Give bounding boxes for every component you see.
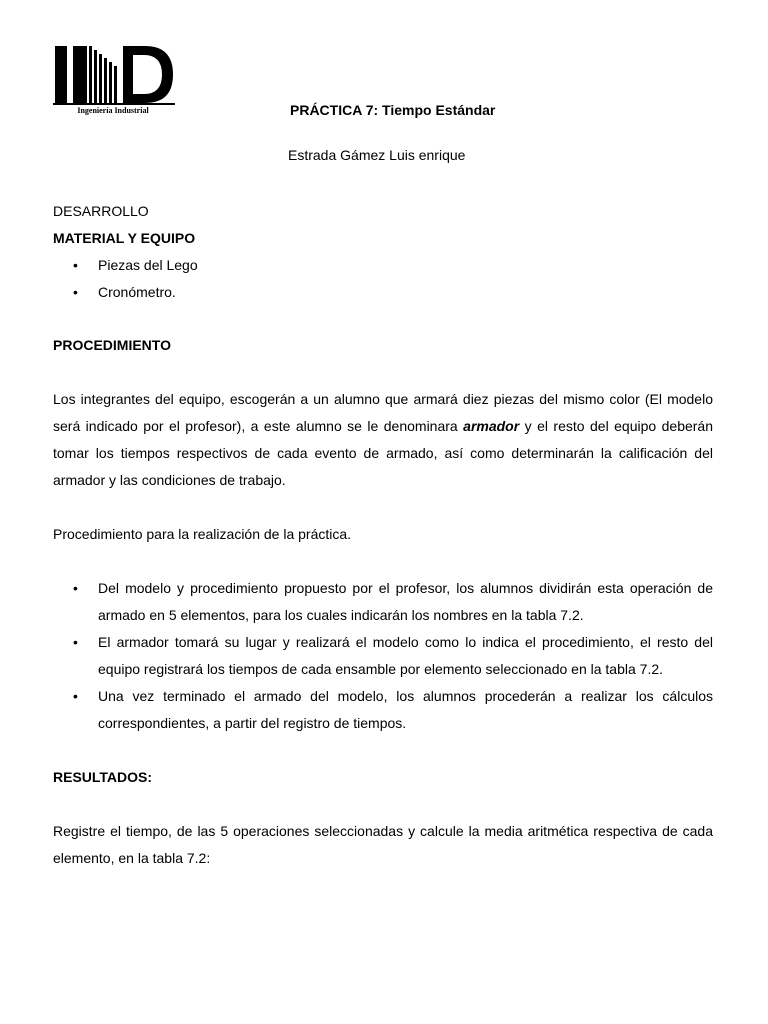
list-item: • Cronómetro.	[98, 279, 713, 306]
procedimiento-heading: PROCEDIMIENTO	[53, 337, 171, 353]
logo	[53, 44, 177, 118]
material-heading: MATERIAL Y EQUIPO	[53, 230, 196, 246]
emphasis-armador: armador	[463, 418, 520, 434]
author-name: Estrada Gámez Luis enrique	[288, 147, 466, 163]
bullet-icon: •	[73, 688, 78, 704]
resultados-heading: RESULTADOS:	[53, 769, 153, 785]
list-item: • Del modelo y procedimiento propuesto por el profesor, los alumnos dividirán esta operación de armado en 5 elementos, para los cuales indicarán los nombres en la tabla 7.2.	[98, 575, 713, 629]
list-item: • Piezas del Lego	[98, 252, 713, 279]
material-list	[53, 252, 713, 306]
desarrollo-heading: DESARROLLO	[53, 203, 149, 219]
list-item: • Una vez terminado el armado del modelo, los alumnos procederán a realizar los cálculos correspondientes, a partir del registro de tiempos.	[98, 683, 713, 737]
logo-mark	[53, 44, 177, 106]
document-title: PRÁCTICA 7: Tiempo Estándar	[290, 102, 496, 118]
procedimiento-intro: Procedimiento para la realización de la práctica.	[53, 526, 352, 542]
list-item: • El armador tomará su lugar y realizará el modelo como lo indica el procedimiento, el resto del equipo registrará los tiempos de cada ensamble por elemento seleccionado en la tabla 7.2.	[98, 629, 713, 683]
logo-caption: Ingeniería Industrial	[77, 106, 149, 115]
bullet-icon: •	[73, 634, 78, 650]
procedimiento-steps	[53, 575, 713, 737]
procedimiento-paragraph: Los integrantes del equipo, escogerán a un alumno que armará diez piezas del mismo color (El modelo será indicado por el profesor), a este alumno se le denominara armador y el resto del equipo deberán tomar los tiempos respectivos de cada evento de armado, así como determinarán la calificación del armador y las condiciones de trabajo.	[53, 391, 714, 488]
bullet-icon: •	[73, 257, 78, 273]
bullet-icon: •	[73, 284, 78, 300]
bullet-icon: •	[73, 580, 78, 596]
resultados-paragraph: Registre el tiempo, de las 5 operaciones seleccionadas y calcule la media aritmética respectiva de cada elemento, en la tabla 7.2:	[53, 823, 713, 866]
document-body	[53, 198, 713, 872]
